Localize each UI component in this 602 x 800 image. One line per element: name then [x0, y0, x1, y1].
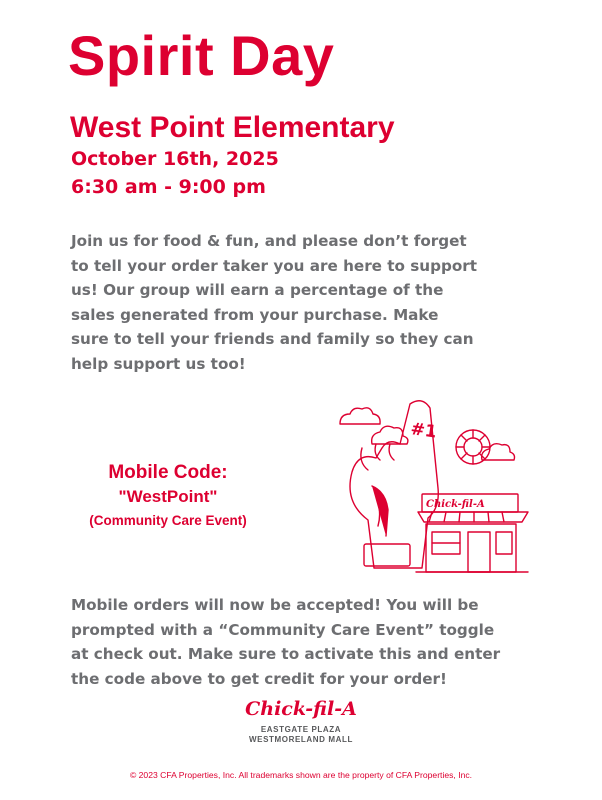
intro-paragraph: Join us for food & fun, and please don’t forget to tell your order taker you are here to support us! Our group will earn a percentage of the sales generated from your purchase. Make sure to tell your friends and family so they can help support us too! — [71, 232, 478, 373]
footer-logo-block — [0, 700, 602, 745]
event-time: 6:30 am - 9:00 pm — [71, 176, 266, 198]
copyright-text: © 2023 CFA Properties, Inc. All trademarks shown are the property of CFA Properties, Inc. — [129, 770, 473, 780]
location-line-2: WESTMORELAND MALL — [249, 735, 353, 744]
cloud-icon — [340, 408, 380, 424]
mobile-code-event: (Community Care Event) — [89, 513, 247, 528]
mobile-code-value: "WestPoint" — [118, 487, 218, 506]
page-title: Spirit Day — [68, 24, 335, 87]
school-name: West Point Elementary — [70, 111, 395, 144]
foam-finger-illustration — [300, 384, 530, 584]
event-date: October 16th, 2025 — [71, 148, 279, 170]
finger-label: #1 — [409, 419, 438, 443]
mobile-orders-note: Mobile orders will now be accepted! You will be prompted with a “Community Care Event” toggle at check out. Make sure to activate this and enter the code above to get credit for your order! — [71, 596, 501, 688]
sun-icon — [456, 430, 490, 464]
chick-fil-a-logo: Chick-fil-A — [245, 698, 357, 720]
location-line-1: EASTGATE PLAZA — [260, 725, 342, 734]
mobile-code-heading: Mobile Code: — [108, 462, 228, 483]
store-sign: Chick-fil-A — [426, 499, 485, 510]
